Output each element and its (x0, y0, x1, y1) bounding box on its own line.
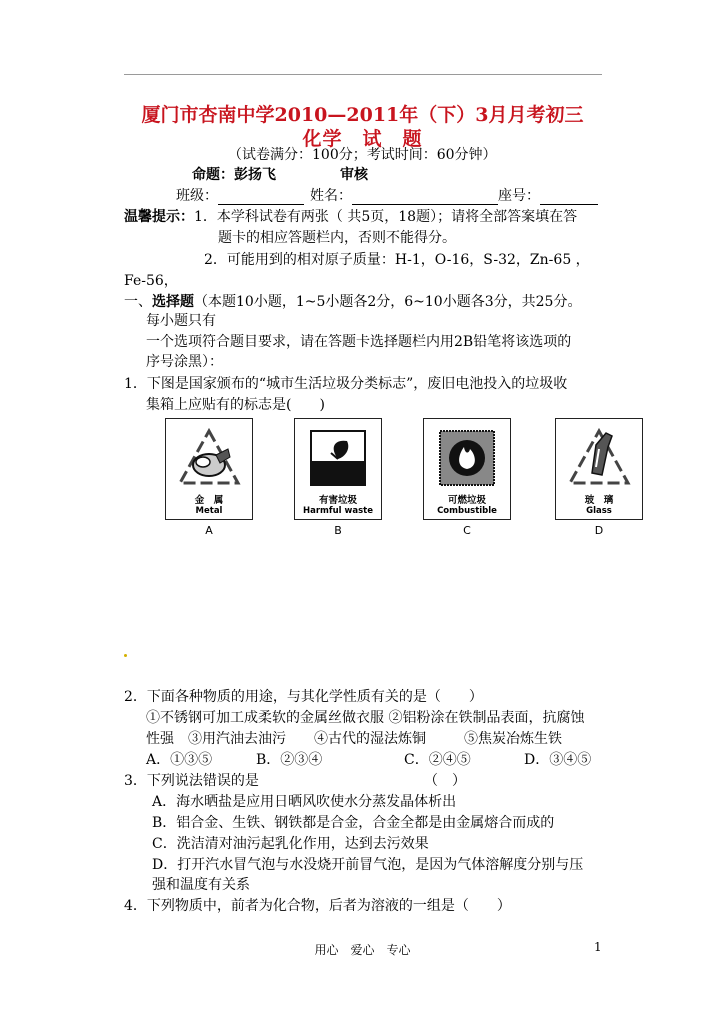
notice-item-2: 2．可能用到的相对原子质量：H-1，O-16，S-32，Zn-65 ， (204, 252, 590, 268)
q2-option-b: B．②③④ (256, 752, 323, 768)
q2-option-d: D．③④⑤ (524, 752, 592, 768)
notice-item-2-cont: Fe-56， (124, 273, 178, 289)
top-rule (124, 74, 602, 75)
q3-option-c: C．洗洁清对油污起乳化作用，达到去污效果 (152, 836, 429, 852)
sign-en-label: Combustible (437, 506, 497, 516)
q3-option-d: D．打开汽水冒气泡与水没烧开前冒气泡，是因为气体溶解度分别与压 (152, 857, 584, 873)
option-letter: C (463, 524, 471, 537)
student-info-line (176, 187, 598, 205)
class-label: 班级： (176, 188, 218, 204)
notice-line-1 (124, 208, 577, 226)
reviewer-label: 审核 (340, 167, 368, 183)
question-1: 1．下图是国家颁布的“城市生活垃圾分类标志”，废旧电池投入的垃圾收 (124, 376, 568, 392)
q3-option-d-cont: 强和温度有关系 (152, 877, 250, 893)
recycle-metal-can-icon (176, 427, 242, 489)
author-line (192, 166, 368, 184)
question-3-paren: （ ） (424, 773, 466, 789)
question-4: 4．下列物质中，前者为化合物，后者为溶液的一组是（ ） (124, 898, 511, 914)
sign-harmful (294, 418, 382, 520)
q3-option-a: A．海水晒盐是应用日晒风吹使水分蒸发晶体析出 (152, 794, 457, 810)
option-letter: B (334, 524, 342, 537)
q2-option-c: C．②④⑤ (404, 752, 471, 768)
question-2-cont-2 (146, 730, 562, 748)
question-2-cont: ①不锈钢可加工成柔软的金属丝做衣服 ②铝粉涂在铁制品表面，抗腐蚀 (146, 710, 585, 726)
page-footer: 用心 爱心 专心 (314, 943, 411, 957)
section-desc-2: 每小题只有 (146, 313, 216, 329)
question-2: 2．下面各种物质的用途，与其化学性质有关的是（ ） (124, 689, 483, 705)
sign-en-label: Glass (586, 506, 612, 516)
name-label: 姓名： (310, 188, 352, 204)
class-field[interactable] (218, 190, 304, 205)
notice-item-1-cont: 题卡的相应答题栏内，否则不能得分。 (218, 230, 456, 246)
exam-subtitle: 化学 试 题 (302, 128, 423, 150)
seat-field[interactable] (540, 190, 598, 205)
sign-cn-label: 可燃垃圾 (447, 495, 486, 506)
exam-info: （试卷满分：100分；考试时间：60分钟） (228, 147, 497, 163)
notice-item-1: 1．本学科试卷有两张（ 共5页，18题）；请将全部答案填在答 (194, 209, 578, 225)
harmful-waste-icon (305, 427, 371, 489)
sign-cn-label: 玻 璃 (584, 495, 614, 506)
question-1-cont: 集箱上应贴有的标志是( ) (146, 397, 325, 413)
q2-items-part1: 性强 ③用汽油去油污 ④古代的湿法炼铜 (146, 731, 426, 747)
option-letter: D (594, 524, 604, 537)
name-field[interactable] (352, 190, 498, 205)
stray-mark (124, 654, 127, 657)
section-1-header (124, 293, 581, 311)
sign-cn-label: 有害垃圾 (318, 495, 357, 506)
author-label: 命题： (192, 167, 234, 183)
section-number: 一、 (124, 294, 152, 310)
sign-cn-label: 金 属 (194, 495, 224, 506)
sign-glass (555, 418, 643, 520)
exam-title: 厦门市杏南中学2010—2011年（下）3月月考初三 (141, 104, 584, 126)
sign-en-label: Metal (195, 506, 223, 516)
q3-option-b: B．铝合金、生铁、钢铁都是合金，合金全都是由金属熔合而成的 (152, 815, 555, 831)
recycle-glass-bottle-icon (566, 427, 632, 489)
author-name: 彭扬飞 (234, 167, 276, 183)
section-title: 选择题 (152, 294, 194, 310)
option-letter: A (205, 524, 213, 537)
sign-metal (165, 418, 253, 520)
q2-option-a: A．①③⑤ (146, 752, 213, 768)
section-desc-4: 序号涂黑）： (146, 354, 223, 370)
section-desc: （本题10小题，1~5小题各2分，6~10小题各3分，共25分。 (194, 294, 582, 310)
notice-label: 温馨提示： (124, 209, 194, 225)
section-desc-3: 一个选项符合题目要求，请在答题卡选择题栏内用2B铅笔将该选项的 (146, 334, 572, 350)
seat-label: 座号： (498, 188, 540, 204)
sign-combustible (423, 418, 511, 520)
sign-en-label: Harmful waste (303, 506, 373, 516)
garbage-sign-row (165, 418, 643, 538)
q2-items-part2: ⑤焦炭冶炼生铁 (464, 731, 562, 747)
flame-icon (434, 427, 500, 489)
page-number: 1 (594, 940, 602, 954)
question-3: 3．下列说法错误的是 (124, 773, 259, 789)
